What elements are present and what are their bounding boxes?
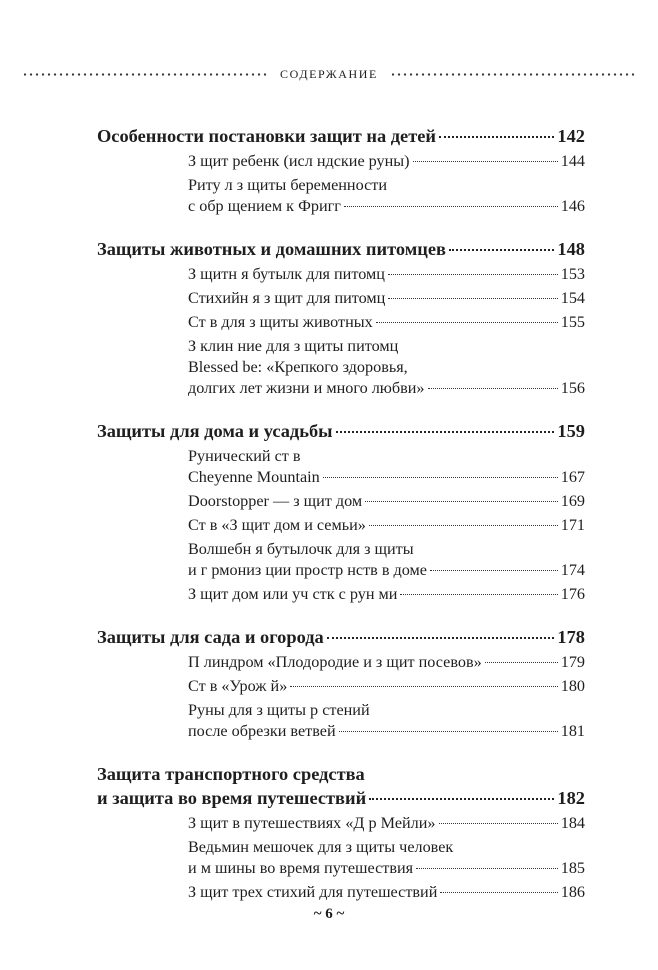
entry-title: Ст в «З щит дом и семьи» xyxy=(188,516,366,534)
dot-leader xyxy=(439,136,554,138)
entry-last-line xyxy=(188,196,585,217)
entry-title: З щитн я бутылк для питомц xyxy=(188,265,385,283)
entry-page-number: 154 xyxy=(560,289,585,307)
section-heading[interactable] xyxy=(97,237,585,261)
dot-leader xyxy=(428,388,558,389)
toc-entry[interactable] xyxy=(188,882,585,903)
entry-last-line xyxy=(188,882,585,903)
toc-entry[interactable] xyxy=(188,676,585,697)
dot-leader xyxy=(369,798,554,800)
entry-title: долгих лет жизни и много любви» xyxy=(188,379,425,397)
entry-title: с обр щением к Фригг xyxy=(188,197,341,215)
toc-entry[interactable] xyxy=(188,446,585,488)
entry-last-line xyxy=(188,264,585,285)
dot-leader xyxy=(336,431,555,433)
entry-title: Ст в «Урож й» xyxy=(188,677,288,695)
dot-leader xyxy=(439,823,558,824)
entry-title: З щит ребенк (исл ндские руны) xyxy=(188,152,410,170)
dot-leader xyxy=(339,731,558,732)
entry-title: Ст в для з щиты животных xyxy=(188,313,373,331)
entry-last-line xyxy=(188,584,585,605)
entry-line: Руны для з щиты р стений xyxy=(188,701,370,719)
section-heading[interactable] xyxy=(97,762,585,810)
entry-title: З щит трех стихий для путешествий xyxy=(188,883,438,901)
section-page-number: 182 xyxy=(557,788,585,808)
entry-line: Ведьмин мешочек для з щиты человек xyxy=(188,838,454,856)
entry-last-line xyxy=(188,378,585,399)
dot-leader xyxy=(323,477,558,478)
entry-page-number: 156 xyxy=(560,379,585,397)
dot-leader xyxy=(388,274,558,275)
toc-section xyxy=(0,762,658,903)
section-page-number: 178 xyxy=(557,627,585,647)
dot-leader xyxy=(400,594,557,595)
dot-leader xyxy=(449,249,554,251)
toc-entry[interactable] xyxy=(188,491,585,512)
header-dotted-rule-left xyxy=(22,73,268,76)
toc-entry[interactable] xyxy=(188,288,585,309)
toc-section xyxy=(0,419,658,605)
section-heading[interactable] xyxy=(97,625,585,649)
toc-section xyxy=(0,237,658,399)
entry-line: Blessed be: «Крепкого здоровья, xyxy=(188,358,408,376)
entry-line: Рунический ст в xyxy=(188,447,301,465)
entry-title: после обрезки ветвей xyxy=(188,722,336,740)
toc-entry[interactable] xyxy=(188,312,585,333)
entry-page-number: 184 xyxy=(560,814,585,832)
dot-leader xyxy=(376,322,558,323)
entry-title: и м шины во время путешествия xyxy=(188,859,414,877)
toc-entry[interactable] xyxy=(188,515,585,536)
toc-entry[interactable] xyxy=(188,264,585,285)
toc-entry[interactable] xyxy=(188,700,585,742)
entry-page-number: 185 xyxy=(560,859,585,877)
entry-last-line xyxy=(188,813,585,834)
dot-leader xyxy=(388,298,557,299)
toc-entry[interactable] xyxy=(188,539,585,581)
dot-leader xyxy=(344,206,558,207)
toc-entry[interactable] xyxy=(188,584,585,605)
entry-line: Волшебн я бутылочк для з щиты xyxy=(188,540,414,558)
entry-page-number: 176 xyxy=(560,585,585,603)
section-page-number: 148 xyxy=(557,239,585,259)
entry-title: П линдром «Плодородие и з щит посевов» xyxy=(188,653,482,671)
dot-leader xyxy=(485,662,558,663)
dot-leader xyxy=(430,570,558,571)
entry-page-number: 169 xyxy=(560,492,585,510)
toc-entry[interactable] xyxy=(188,652,585,673)
toc-entry[interactable] xyxy=(188,151,585,172)
entry-last-line xyxy=(188,560,585,581)
entry-last-line xyxy=(188,721,585,742)
entry-page-number: 186 xyxy=(560,883,585,901)
section-heading-last-line xyxy=(97,625,585,649)
dot-leader xyxy=(290,686,557,687)
entry-title: и г рмониз ции простр нств в доме xyxy=(188,561,427,579)
section-heading[interactable] xyxy=(97,124,585,148)
page-number: ~ 6 ~ xyxy=(313,906,345,922)
dot-leader xyxy=(440,892,557,893)
dot-leader xyxy=(369,525,558,526)
dot-leader xyxy=(413,161,558,162)
header-title: СОДЕРЖАНИЕ xyxy=(280,66,378,81)
toc-entry[interactable] xyxy=(188,336,585,399)
entry-page-number: 153 xyxy=(560,265,585,283)
section-heading-last-line xyxy=(97,237,585,261)
toc-section xyxy=(0,124,658,217)
entry-title: З щит в путешествиях «Д р Мейли» xyxy=(188,814,436,832)
entry-line: Риту л з щиты беременности xyxy=(188,176,388,194)
running-header xyxy=(22,64,636,84)
section-heading-last-line xyxy=(97,786,585,810)
entry-page-number: 155 xyxy=(560,313,585,331)
section-heading-text: Защиты для сада и огорода xyxy=(97,627,324,647)
toc-entry[interactable] xyxy=(188,837,585,879)
entry-last-line xyxy=(188,491,585,512)
entry-title: Стихийн я з щит для питомц xyxy=(188,289,386,307)
section-heading-text: Защиты для дома и усадьбы xyxy=(97,421,333,441)
dot-leader xyxy=(365,501,558,502)
section-heading-last-line xyxy=(97,419,585,443)
entry-last-line xyxy=(188,676,585,697)
entry-last-line xyxy=(188,288,585,309)
entry-line: З клин ние для з щиты питомц xyxy=(188,337,399,355)
dot-leader xyxy=(327,637,555,639)
section-heading-text: Особенности постановки защит на детей xyxy=(97,126,437,146)
entry-last-line xyxy=(188,515,585,536)
entry-title: З щит дом или уч стк с рун ми xyxy=(188,585,398,603)
entry-last-line xyxy=(188,312,585,333)
entry-last-line xyxy=(188,467,585,488)
entry-last-line xyxy=(188,652,585,673)
entry-page-number: 144 xyxy=(560,152,585,170)
entry-last-line xyxy=(188,858,585,879)
entry-title: Doorstopper — з щит дом xyxy=(188,492,363,510)
section-heading[interactable] xyxy=(97,419,585,443)
section-heading-text: и защита во время путешествий xyxy=(97,788,367,808)
section-heading-line: Защита транспортного средства xyxy=(97,764,365,784)
section-heading-text: Защиты животных и домашних питомцев xyxy=(97,239,446,259)
table-of-contents xyxy=(0,124,658,923)
toc-entry[interactable] xyxy=(188,813,585,834)
toc-entry[interactable] xyxy=(188,175,585,217)
section-heading-last-line xyxy=(97,124,585,148)
entry-title: Cheyenne Mountain xyxy=(188,468,320,486)
entry-last-line xyxy=(188,151,585,172)
header-dotted-rule-right xyxy=(390,73,636,76)
section-page-number: 159 xyxy=(557,421,585,441)
entry-page-number: 146 xyxy=(560,197,585,215)
entry-page-number: 171 xyxy=(560,516,585,534)
entry-page-number: 174 xyxy=(560,561,585,579)
entry-page-number: 167 xyxy=(560,468,585,486)
entry-page-number: 181 xyxy=(560,722,585,740)
toc-section xyxy=(0,625,658,742)
dot-leader xyxy=(416,868,558,869)
entry-page-number: 179 xyxy=(560,653,585,671)
entry-page-number: 180 xyxy=(560,677,585,695)
section-page-number: 142 xyxy=(557,126,585,146)
